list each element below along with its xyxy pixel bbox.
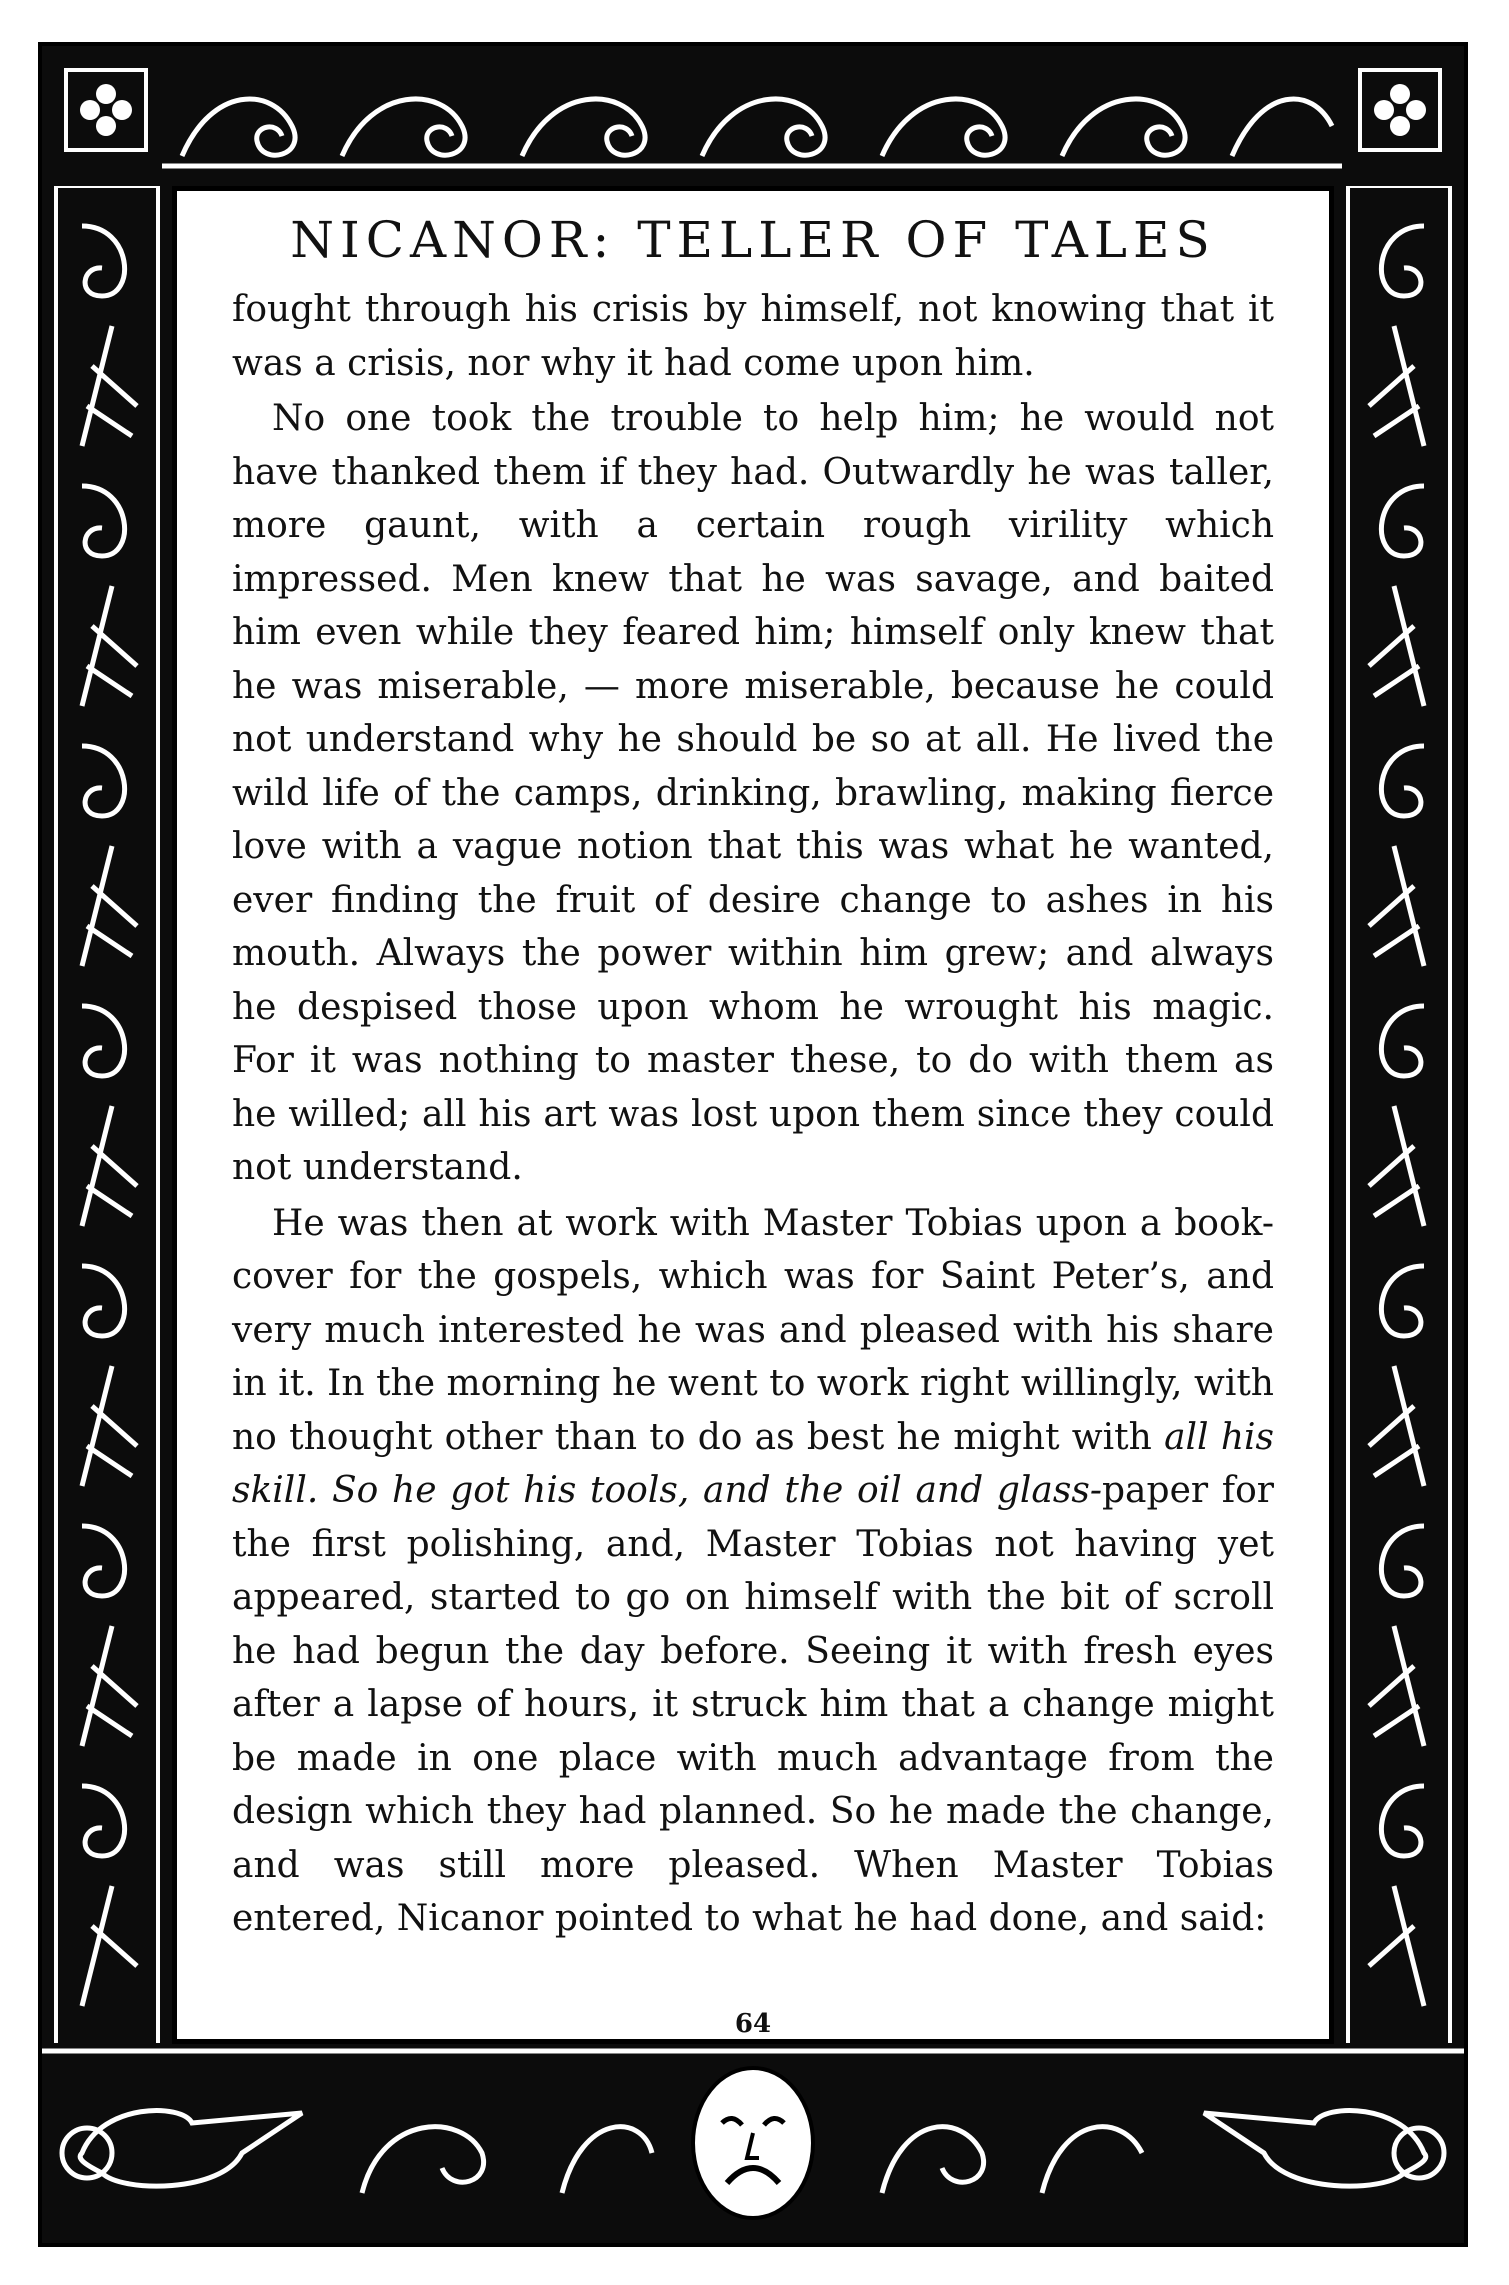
left-scroll-ornament [42,186,172,2046]
paragraph-1: fought through his crisis by himself, not knowing that it was a crisis, nor why it had come upon him. [232,289,1274,384]
page-title: NICANOR: TELLER OF TALES [290,211,1216,269]
paragraph-3-part-a: He was then at work with Master Tobias upon a book-cover for the gospels, which was for Saint Peter’s, and very much interested he was and pleased with his share in it. In the morning he went to work right willingly, with no thought other than to do as best he might with [232,1202,1274,1458]
paragraph-2: No one took the trouble to help him; he would not have thanked them if they had. Outwardly he was taller, more gaunt, with a certain rough virility which impressed. Men knew that he was savage, and baited him even while they feared him; himself only knew that he was miserable, — more miserable, because he could not understand why he should be so at all. He lived the wild life of the camps, drinking, brawling, making fierce love with a vague notion that this was what he wanted, ever finding the fruit of desire change to ashes in his mouth. Always the power within him grew; and always he despised those upon whom he wrought his magic. For it was nothing to master these, to do with them as he willed; all his art was lost upon them since they could not understand. [232,398,1274,1188]
paragraph-3 [232,1197,1274,1946]
text-panel [172,186,1334,2044]
paragraph-3-part-c: paper for the first polishing, and, Master Tobias not having yet appeared, started to go on himself with the bit of scroll he had begun the day before. Seeing it with fresh eyes after a lapse of hours, it struck him that a change might be made in one place with much advantage from the design which they had planned. So he made the change, and was still more pleased. When Master Tobias entered, Nicanor pointed to what he had done, and said: [232,1470,1275,1939]
page-number: 64 [734,2009,772,2039]
corner-flower-icon-right [1358,68,1442,152]
corner-flower-icon-left [64,68,148,152]
mask-icon [693,2068,813,2218]
top-scroll-ornament [42,46,1464,186]
right-scroll-ornament [1334,186,1464,2046]
paragraph-3-italic-part: all his skill. So he got his tools, and the oil and glass- [232,1416,1274,1511]
page-frame [38,42,1468,2247]
bottom-lamp-mask-ornament [42,2043,1464,2243]
